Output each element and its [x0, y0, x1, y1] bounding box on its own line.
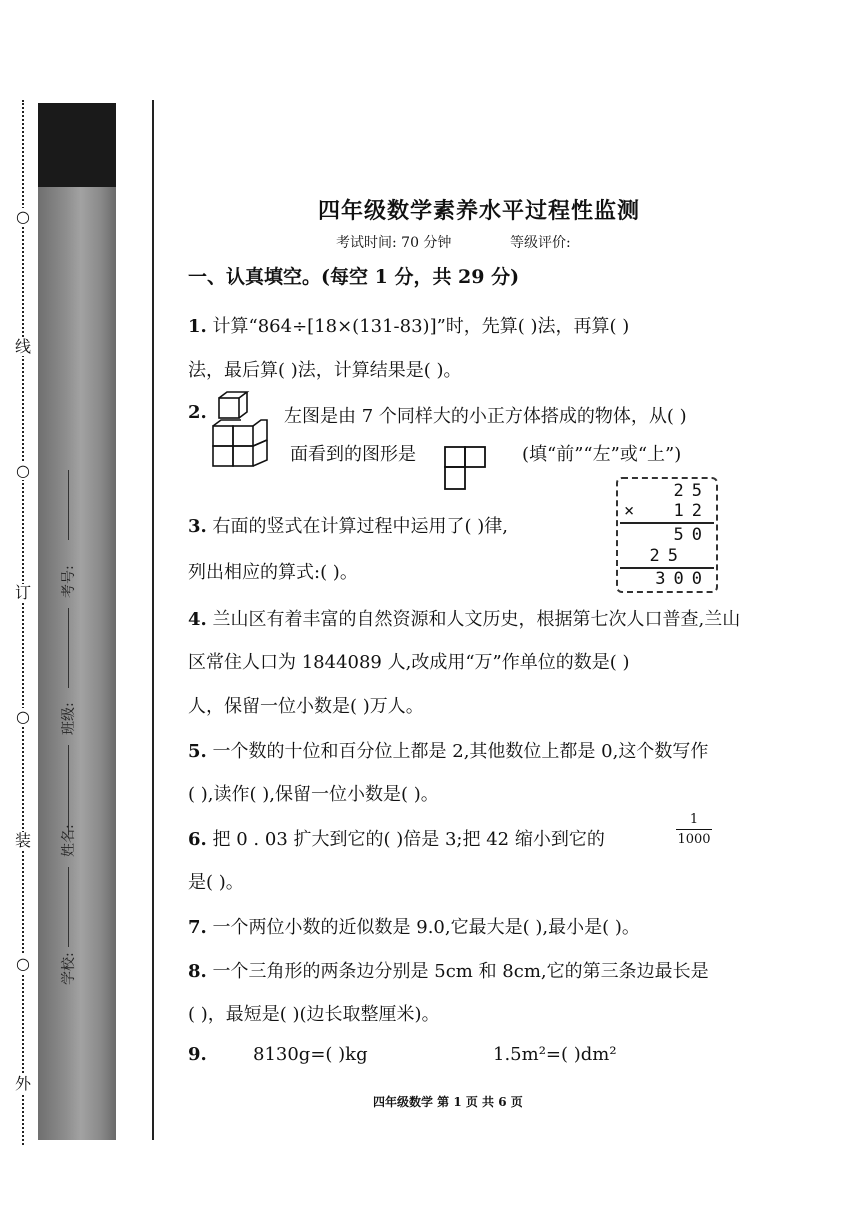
question-text: 法，最后算( )法，计算结果是( )。 [188, 360, 462, 381]
binding-mark: 订 [10, 584, 36, 602]
binding-mark: 线 [10, 338, 36, 356]
exam-time: 考试时间: 70 分钟 [336, 235, 452, 251]
field-underline [68, 745, 69, 835]
school-label: 学校: [61, 952, 77, 985]
question-number: 1. [188, 316, 207, 337]
binding-mark: ○ [10, 208, 36, 226]
field-underline [68, 867, 69, 947]
name-label: 姓名: [61, 824, 77, 857]
page-title: 四年级数学素养水平过程性监测 [318, 198, 641, 224]
question-3 [188, 512, 508, 538]
question-text: 1.5m²=( )dm² [493, 1044, 617, 1065]
question-5 [188, 737, 708, 763]
cube-stack-figure [211, 390, 273, 478]
binding-mark: ○ [10, 955, 36, 973]
grade-evaluation: 等级评价: [510, 235, 571, 251]
fraction-numerator: 1 [689, 812, 699, 827]
view-shape-figure [443, 445, 493, 493]
question-number: 2. [188, 402, 207, 423]
question-text: 一个数的十位和百分位上都是 2,其他数位上都是 0,这个数写作 [212, 741, 709, 762]
question-number: 4. [188, 609, 207, 630]
partial-product: 50 [673, 525, 710, 545]
question-number: 6. [188, 829, 207, 850]
question-text: 右面的竖式在计算过程中运用了( )律, [212, 516, 509, 537]
question-text: 列出相应的算式:( )。 [188, 562, 358, 583]
class-label: 班级: [61, 702, 77, 735]
band-dark-header [38, 103, 116, 187]
multiply-sign: × [624, 501, 643, 521]
question-number: 9. [188, 1044, 207, 1065]
margin-rule [152, 100, 154, 1140]
page-footer: 四年级数学 第 1 页 共 6 页 [373, 1095, 523, 1109]
field-underline [68, 470, 69, 540]
question-text: 左图是由 7 个同样大的小正方体搭成的物体，从( ) [284, 406, 687, 427]
fraction [676, 812, 712, 847]
question-4 [188, 605, 740, 631]
question-8 [188, 957, 709, 983]
question-number: 5. [188, 741, 207, 762]
question-number: 3. [188, 516, 207, 537]
field-underline [68, 608, 69, 688]
question-text: 一个两位小数的近似数是 9.0,它最大是( ),最小是( )。 [212, 917, 640, 938]
binding-mark: 装 [10, 832, 36, 850]
binding-mark: 外 [10, 1075, 36, 1093]
question-6 [188, 825, 605, 851]
vertical-multiplication-box [616, 477, 718, 593]
divider-line [620, 522, 714, 524]
multiplicand: 25 [673, 481, 710, 501]
binding-mark: ○ [10, 708, 36, 726]
fraction-denominator: 1000 [677, 832, 711, 847]
exam-number-label: 考号: [61, 565, 77, 598]
question-text: ( ),读作( ),保留一位小数是( )。 [188, 784, 439, 805]
fraction-bar [676, 829, 712, 830]
binding-mark: ○ [10, 462, 36, 480]
question-text: 8130g=( )kg [253, 1044, 368, 1065]
multiplier: 12 [673, 501, 710, 521]
section-heading: 一、认真填空。(每空 1 分，共 29 分) [188, 266, 520, 288]
question-number: 8. [188, 961, 207, 982]
question-text: 计算“864÷[18×(131-83)]”时，先算( )法，再算( ) [212, 316, 630, 337]
question-1 [188, 312, 629, 338]
question-7 [188, 913, 640, 939]
question-text: ( )，最短是( )(边长取整厘米)。 [188, 1004, 440, 1025]
product: 300 [655, 569, 710, 589]
question-text: 面看到的图形是 [290, 444, 416, 465]
question-text: 人，保留一位小数是( )万人。 [188, 696, 424, 717]
question-text: 把 0 . 03 扩大到它的( )倍是 3;把 42 缩小到它的 [212, 829, 605, 850]
question-number: 7. [188, 917, 207, 938]
question-text: 是( )。 [188, 872, 244, 893]
question-text: (填“前”“左”或“上”) [522, 444, 682, 465]
question-text: 区常住人口为 1844089 人,改成用“万”作单位的数是( ) [188, 652, 630, 673]
partial-product: 25 [649, 546, 686, 566]
question-text: 一个三角形的两条边分别是 5cm 和 8cm,它的第三条边最长是 [212, 961, 709, 982]
binding-dotted-line [10, 100, 36, 1145]
dotted-rule [22, 100, 26, 1145]
question-text: 兰山区有着丰富的自然资源和人文历史，根据第七次人口普查,兰山 [212, 609, 741, 630]
